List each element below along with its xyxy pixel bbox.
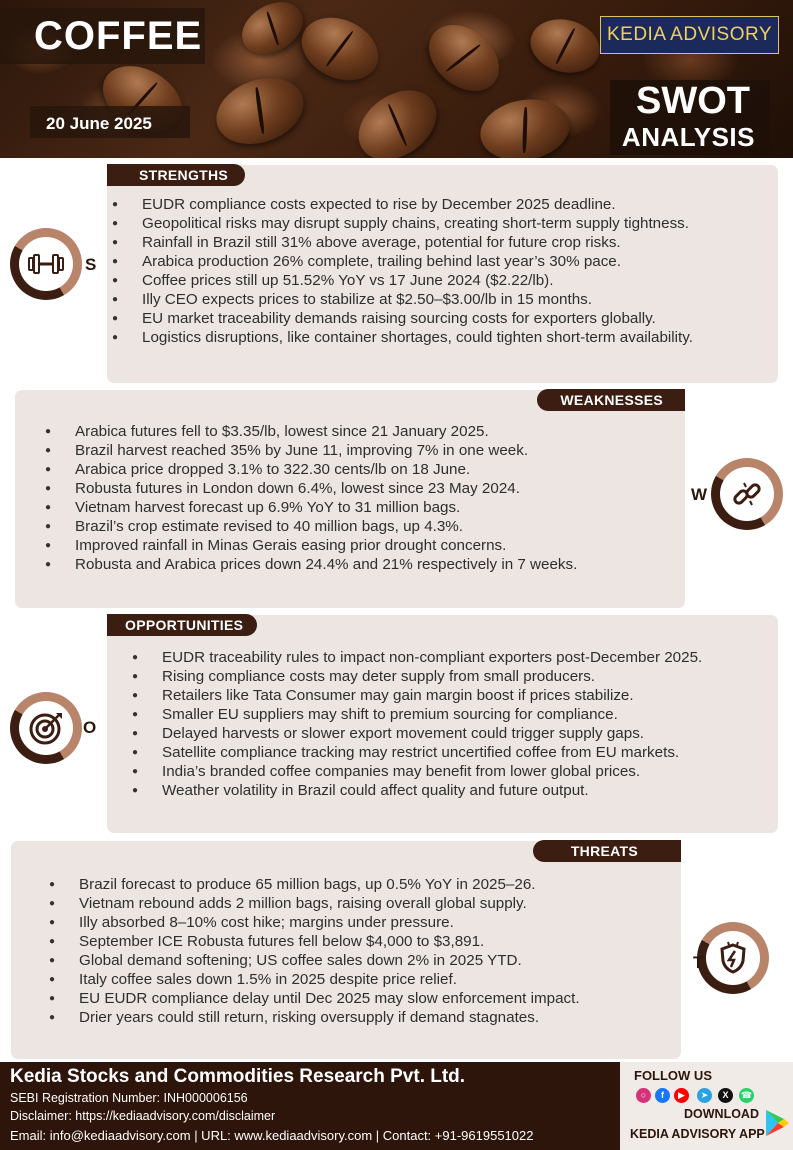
list-item: ● India’s branded coffee companies may benefit from lower global prices.: [130, 762, 770, 781]
play-store-icon[interactable]: [764, 1108, 790, 1138]
coffee-bean-image: [524, 12, 605, 80]
list-item: ● EUDR compliance costs expected to rise by December 2025 deadline.: [110, 195, 770, 214]
page-title: COFFEE: [34, 14, 203, 58]
weaknesses-tab: WEAKNESSES: [537, 389, 685, 411]
list-item: ● Arabica futures fell to $3.35/lb, lowest since 21 January 2025.: [43, 422, 683, 441]
broken-chain-icon: [720, 467, 774, 521]
contact-line: Email: info@kediaadvisory.com | URL: www.kediaadvisory.com | Contact: +91-9619551022: [10, 1128, 534, 1143]
list-item: ● Rainfall in Brazil still 31% above average, potential for future crop risks.: [110, 233, 770, 252]
list-item: ● Global demand softening; US coffee sales down 2% in 2025 YTD.: [47, 951, 677, 970]
instagram-icon[interactable]: ○: [636, 1088, 651, 1103]
list-item: ● Brazil’s crop estimate revised to 40 million bags, up 4.3%.: [43, 517, 683, 536]
company-name: Kedia Stocks and Commodities Research Pvt. Ltd.: [10, 1066, 466, 1087]
strengths-list: [110, 195, 770, 347]
list-item: ● Brazil forecast to produce 65 million bags, up 0.5% YoY in 2025–26.: [47, 875, 677, 894]
list-item: ● Brazil harvest reached 35% by June 11, improving 7% in one week.: [43, 441, 683, 460]
list-item: ● September ICE Robusta futures fell below $4,000 to $3,891.: [47, 932, 677, 951]
dumbbell-icon: [19, 237, 73, 291]
list-item: ● Geopolitical risks may disrupt supply chains, creating short-term supply tightness.: [110, 214, 770, 233]
coffee-bean-image: [233, 0, 312, 64]
list-item: ● Robusta futures in London down 6.4%, lowest since 23 May 2024.: [43, 479, 683, 498]
list-item: ● Italy coffee sales down 1.5% in 2025 despite price relief.: [47, 970, 677, 989]
list-item: ● Vietnam rebound adds 2 million bags, raising overall global supply.: [47, 894, 677, 913]
opportunities-list: [130, 648, 770, 800]
strengths-badge: [10, 228, 97, 300]
list-item: ● Illy absorbed 8–10% cost hike; margins under pressure.: [47, 913, 677, 932]
opportunities-letter: O: [83, 718, 97, 737]
weaknesses-badge: [691, 458, 783, 530]
list-item: ● Retailers like Tata Consumer may gain margin boost if prices stabilize.: [130, 686, 770, 705]
list-item: ● Arabica production 26% complete, trailing behind last year’s 30% pace.: [110, 252, 770, 271]
app-name-label: KEDIA ADVISORY APP: [630, 1127, 765, 1141]
list-item: ● Weather volatility in Brazil could affect quality and future output.: [130, 781, 770, 800]
opportunities-tab: OPPORTUNITIES: [107, 614, 257, 636]
list-item: ● Vietnam harvest forecast up 6.9% YoY to 31 million bags.: [43, 498, 683, 517]
list-item: ● EU EUDR compliance delay until Dec 2025 may slow enforcement impact.: [47, 989, 677, 1008]
list-item: ● Satellite compliance tracking may restrict uncertified coffee from EU markets.: [130, 743, 770, 762]
download-label: DOWNLOAD: [684, 1107, 759, 1121]
list-item: ● Improved rainfall in Minas Gerais easing prior drought concerns.: [43, 536, 683, 555]
weaknesses-letter: W: [691, 485, 708, 504]
sebi-registration: SEBI Registration Number: INH000006156: [10, 1091, 248, 1105]
list-item: ● EUDR traceability rules to impact non-compliant exporters post-December 2025.: [130, 648, 770, 667]
list-item: ● Rising compliance costs may deter supply from small producers.: [130, 667, 770, 686]
list-item: ● Illy CEO expects prices to stabilize at $2.50–$3.00/lb in 15 months.: [110, 290, 770, 309]
opportunities-badge: [10, 692, 97, 764]
report-date: 20 June 2025: [46, 114, 152, 133]
list-item: ● Delayed harvests or slower export movement could trigger supply gaps.: [130, 724, 770, 743]
facebook-icon[interactable]: f: [655, 1088, 670, 1103]
shield-warning-icon: [706, 931, 760, 985]
strengths-tab: STRENGTHS: [107, 164, 245, 186]
brand-logo: KEDIA ADVISORY: [600, 16, 779, 54]
analysis-heading: ANALYSIS: [621, 122, 755, 152]
header-banner: [0, 0, 793, 158]
disclaimer-link[interactable]: Disclaimer: https://kediaadvisory.com/disclaimer: [10, 1109, 276, 1123]
threats-list: [47, 875, 677, 1027]
list-item: ● Smaller EU suppliers may shift to premium sourcing for compliance.: [130, 705, 770, 724]
threats-badge: [693, 922, 769, 994]
weaknesses-list: [43, 422, 683, 574]
follow-us-label: FOLLOW US: [634, 1068, 712, 1083]
threats-letter: T: [693, 953, 704, 972]
swot-heading: SWOT: [636, 80, 750, 122]
whatsapp-icon[interactable]: ☎: [739, 1088, 754, 1103]
list-item: ● Drier years could still return, risking oversupply if demand stagnates.: [47, 1008, 677, 1027]
strengths-letter: S: [85, 255, 97, 274]
list-item: ● EU market traceability demands raising sourcing costs for exporters globally.: [110, 309, 770, 328]
list-item: ● Coffee prices still up 51.52% YoY vs 17 June 2024 ($2.22/lb).: [110, 271, 770, 290]
target-icon: [19, 701, 73, 755]
list-item: ● Robusta and Arabica prices down 24.4% and 21% respectively in 7 weeks.: [43, 555, 683, 574]
x-icon[interactable]: X: [718, 1088, 733, 1103]
threats-tab: THREATS: [533, 840, 681, 862]
youtube-icon[interactable]: ▶: [674, 1088, 689, 1103]
list-item: ● Arabica price dropped 3.1% to 322.30 cents/lb on 18 June.: [43, 460, 683, 479]
telegram-icon[interactable]: ➤: [697, 1088, 712, 1103]
list-item: ● Logistics disruptions, like container shortages, could tighten short-term availability.: [110, 328, 770, 347]
